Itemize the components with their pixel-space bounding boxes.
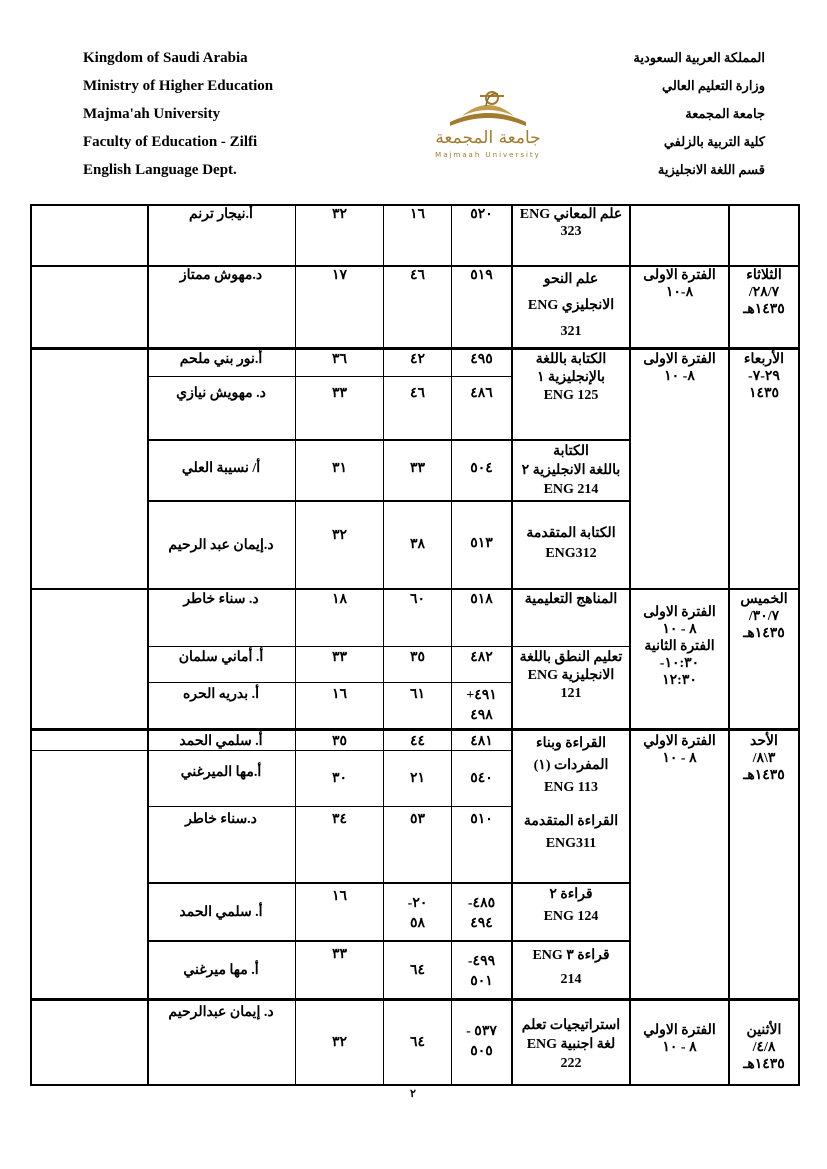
header-line: Kingdom of Saudi Arabia — [83, 50, 248, 66]
student-count: ١٦ — [331, 687, 348, 702]
course-code: ٥١٨ — [470, 592, 493, 607]
room-number: ٦٠ — [409, 592, 426, 607]
course-name: علم المعاني ENG 323 — [519, 207, 623, 239]
student-count: ٣٥ — [331, 734, 348, 749]
course-code: ٥٢٠ — [470, 207, 493, 222]
instructor-name: أ. أماني سلمان — [178, 650, 264, 665]
exam-day: الأحد ٣\٨/ ١٤٣٥هـ — [743, 734, 785, 783]
header-line: جامعة المجمعة — [685, 106, 765, 121]
course-name: القراءة وبناء المفردات (١) ENG 113 — [533, 736, 609, 795]
room-number: ٥٣ — [409, 812, 426, 827]
student-count: ٣٣ — [331, 650, 348, 665]
course-code: ٥٤٠ — [470, 771, 493, 786]
room-number: ٦٤ — [409, 1035, 426, 1050]
instructor-name: أ. بدريه الحره — [182, 687, 260, 702]
exam-period: الفترة الاولي ٨ - ١٠ — [643, 734, 716, 766]
student-count: ١٦ — [331, 889, 348, 904]
exam-day: الخميس ٣٠/٧/ ١٤٣٥هـ — [740, 592, 788, 641]
room-number: ٢٠- ٥٨ — [407, 896, 428, 931]
instructor-name: د.سناء خاطر — [185, 812, 257, 827]
student-count: ١٨ — [331, 592, 348, 607]
exam-day: الأربعاء ٢٩-٧- ١٤٣٥ — [743, 352, 785, 401]
course-code: ٤٩١+ ٤٩٨ — [466, 688, 497, 723]
student-count: ٣٢ — [331, 207, 348, 222]
header-line: Ministry of Higher Education — [83, 78, 274, 94]
course-code: ٤٩٥ — [470, 352, 493, 367]
student-count: ٣٢ — [331, 1035, 348, 1050]
student-count: ١٧ — [331, 268, 348, 283]
instructor-name: أ.نور بني ملحم — [179, 352, 263, 367]
course-name: القراءة المتقدمة ENG311 — [523, 814, 619, 851]
instructor-name: أ.مها الميرغني — [180, 765, 262, 780]
course-name: استراتيجيات تعلم لغة اجنبية ENG 222 — [521, 1018, 621, 1071]
header-line: كلية التربية بالزلفي — [663, 134, 765, 149]
header-line: Faculty of Education - Zilfi — [83, 134, 258, 150]
instructor-name: أ.نيجار ترنم — [189, 207, 253, 222]
instructor-name: أ. مها ميرغني — [183, 963, 259, 978]
course-name: علم النحو الانجليزي ENG 321 — [527, 272, 615, 339]
header-line: English Language Dept. — [83, 162, 237, 178]
header-english — [83, 44, 273, 184]
instructor-name: د.مهوش ممتاز — [179, 268, 263, 283]
student-count: ٣٤ — [331, 812, 348, 827]
student-count: ٣٦ — [331, 352, 348, 367]
instructor-name: د.إيمان عبد الرحيم — [168, 538, 274, 553]
course-name: المناهج التعليمية — [524, 592, 618, 607]
header-line: Majma'ah University — [83, 106, 221, 122]
header-line: وزارة التعليم العالي — [661, 78, 765, 93]
room-number: ٤٦ — [409, 386, 426, 401]
course-code: ٥١٠ — [470, 812, 493, 827]
exam-period: الفترة الاولى ٨- ١٠ — [643, 352, 716, 384]
course-name: الكتابة باللغة بالإنجليزية ١ ENG 125 — [535, 352, 607, 403]
course-name: قراءة ٣ ENG 214 — [532, 948, 610, 987]
student-count: ٣١ — [331, 461, 348, 476]
exam-day: الثلاثاء ٢٨/٧/ ١٤٣٥هـ — [743, 268, 785, 317]
course-code: ٤٨٥- ٤٩٤ — [467, 896, 496, 931]
instructor-name: د. مهويش نيازي — [176, 386, 266, 401]
instructor-name: أ. سلمي الحمد — [179, 905, 263, 920]
room-number: ٤٤ — [409, 734, 426, 749]
exam-day: الأثنين ٤/٨/ ١٤٣٥هـ — [743, 1023, 785, 1072]
instructor-name: د. سناء خاطر — [183, 592, 259, 607]
course-code: ٤٩٩- ٥٠١ — [467, 954, 496, 989]
student-count: ٣٣ — [331, 386, 348, 401]
course-name: الكتابة المتقدمة ENG312 — [526, 526, 616, 561]
room-number: ٣٥ — [409, 650, 426, 665]
course-code: ٤٨٦ — [470, 386, 493, 401]
course-code: ٥١٩ — [470, 268, 493, 283]
course-code: ٥٣٧ - ٥٠٥ — [466, 1024, 497, 1059]
logo-english-text: Majmaah University — [435, 151, 541, 159]
room-number: ٦١ — [409, 687, 426, 702]
course-code: ٥٠٤ — [470, 461, 493, 476]
course-name: تعليم النطق باللغة الانجليزية ENG 121 — [519, 650, 623, 701]
room-number: ١٦ — [409, 207, 426, 222]
course-name: الكتابة باللغة الانجليزية ٢ ENG 214 — [521, 444, 621, 497]
room-number: ٤٢ — [409, 352, 426, 367]
exam-period: الفترة الاولي ٨ - ١٠ — [643, 1023, 716, 1055]
room-number: ٦٤ — [409, 963, 426, 978]
instructor-name: د. إيمان عبدالرحيم — [168, 1005, 274, 1020]
header-line: المملكة العربية السعودية — [633, 50, 765, 65]
student-count: ٣٠ — [331, 771, 348, 786]
university-logo — [418, 86, 558, 166]
room-number: ٢١ — [409, 771, 426, 786]
header-arabic — [633, 44, 765, 184]
exam-schedule-table — [30, 204, 800, 1086]
exam-period: الفترة الاولى ٨-١٠ — [643, 268, 716, 300]
room-number: ٤٦ — [409, 268, 426, 283]
course-code: ٥١٣ — [470, 536, 493, 551]
page-number: ٢ — [410, 1088, 416, 1100]
course-name: قراءة ٢ ENG 124 — [543, 887, 599, 924]
instructor-name: أ/ نسيبة العلي — [181, 461, 261, 476]
student-count: ٣٣ — [331, 947, 348, 962]
header-line: قسم اللغة الانجليزية — [657, 162, 765, 177]
room-number: ٣٣ — [409, 461, 426, 476]
course-code: ٤٨٢ — [470, 650, 493, 665]
room-number: ٣٨ — [409, 537, 426, 552]
course-code: ٤٨١ — [470, 734, 493, 749]
logo-arabic-text: جامعة المجمعة — [435, 128, 541, 148]
exam-period: الفترة الاولى ٨ - ١٠ الفترة الثانية ١٠:٣٠- ١٢:٣٠ — [643, 605, 716, 688]
book-icon — [418, 86, 558, 130]
instructor-name: أ. سلمي الحمد — [179, 734, 263, 749]
student-count: ٣٢ — [331, 528, 348, 543]
